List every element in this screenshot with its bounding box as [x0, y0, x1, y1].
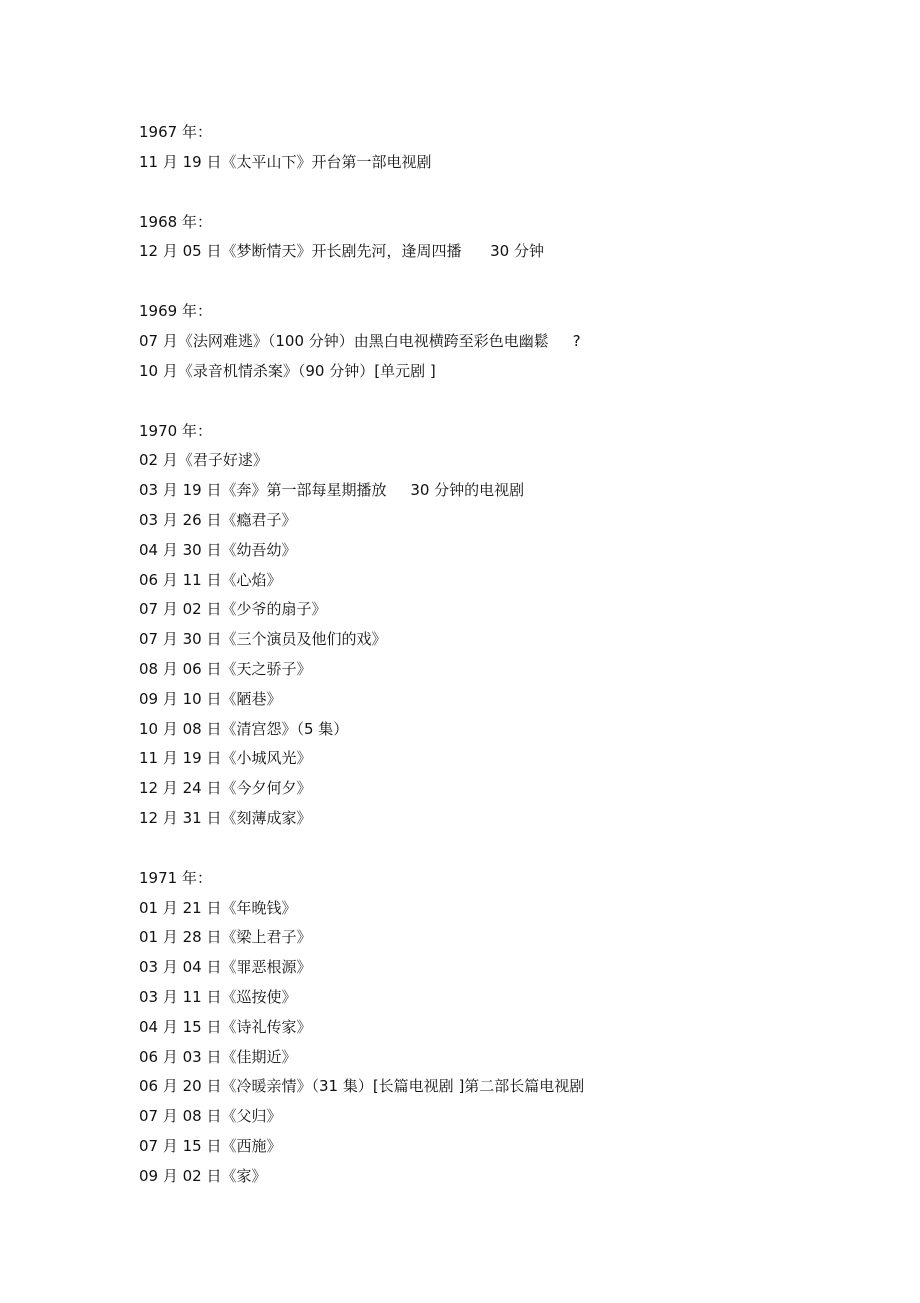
entry-line: 02 月《君子好逑》	[139, 451, 268, 470]
entry-line: 03 月 11 日《巡按使》	[139, 987, 297, 1006]
entry-line: 12 月 05 日《梦断情天》开长剧先河，逢周四播 30 分钟	[139, 242, 544, 261]
entry-line: 07 月 15 日《西施》	[139, 1136, 282, 1155]
entry-line: 03 月 19 日《奔》第一部每星期播放 30 分钟的电视剧	[139, 481, 525, 500]
year-section-1970	[139, 417, 839, 834]
entry-line: 06 月 03 日《佳期近》	[139, 1047, 297, 1066]
entry-line: 11 月 19 日《小城风光》	[139, 749, 312, 768]
year-section-1967	[139, 118, 839, 178]
entry-line: 08 月 06 日《天之骄子》	[139, 659, 312, 678]
entry-line: 06 月 20 日《冷暖亲情》（31 集）[长篇电视剧 ]第二部长篇电视剧	[139, 1077, 585, 1096]
year-heading: 1969 年：	[139, 302, 212, 321]
entry-line: 06 月 11 日《心焰》	[139, 570, 282, 589]
entry-line: 07 月 08 日《父归》	[139, 1107, 282, 1126]
year-heading: 1970 年：	[139, 421, 212, 440]
entry-line: 04 月 15 日《诗礼传家》	[139, 1017, 312, 1036]
entry-line: 03 月 26 日《瘾君子》	[139, 510, 297, 529]
document-content	[139, 118, 839, 1222]
entry-line: 09 月 02 日《家》	[139, 1166, 267, 1185]
entry-line: 12 月 24 日《今夕何夕》	[139, 779, 312, 798]
year-section-1971	[139, 864, 839, 1192]
year-heading: 1967 年：	[139, 123, 212, 141]
entry-line: 10 月 08 日《清宫怨》（5 集）	[139, 719, 349, 738]
entry-line: 07 月 30 日《三个演员及他们的戏》	[139, 630, 387, 649]
entry-line: 03 月 04 日《罪恶根源》	[139, 958, 312, 977]
entry-line: 12 月 31 日《刻薄成家》	[139, 808, 312, 827]
entry-line: 04 月 30 日《幼吾幼》	[139, 540, 297, 559]
year-heading: 1968 年：	[139, 212, 212, 231]
entry-line: 01 月 21 日《年晚钱》	[139, 898, 297, 917]
entry-line: 07 月 02 日《少爷的扇子》	[139, 600, 327, 619]
entry-line: 10 月《录音机情杀案》（90 分钟）[单元剧 ]	[139, 361, 436, 380]
year-section-1968	[139, 208, 839, 268]
entry-line: 09 月 10 日《陋巷》	[139, 689, 282, 708]
entry-line: 11 月 19 日《太平山下》开台第一部电视剧	[139, 152, 432, 171]
entry-line: 07 月《法网难逃》（100 分钟）由黑白电视横跨至彩色电幽鬆 ?	[139, 331, 581, 350]
year-section-1969	[139, 297, 839, 386]
entry-line: 01 月 28 日《梁上君子》	[139, 928, 312, 947]
year-heading: 1971 年：	[139, 868, 212, 887]
